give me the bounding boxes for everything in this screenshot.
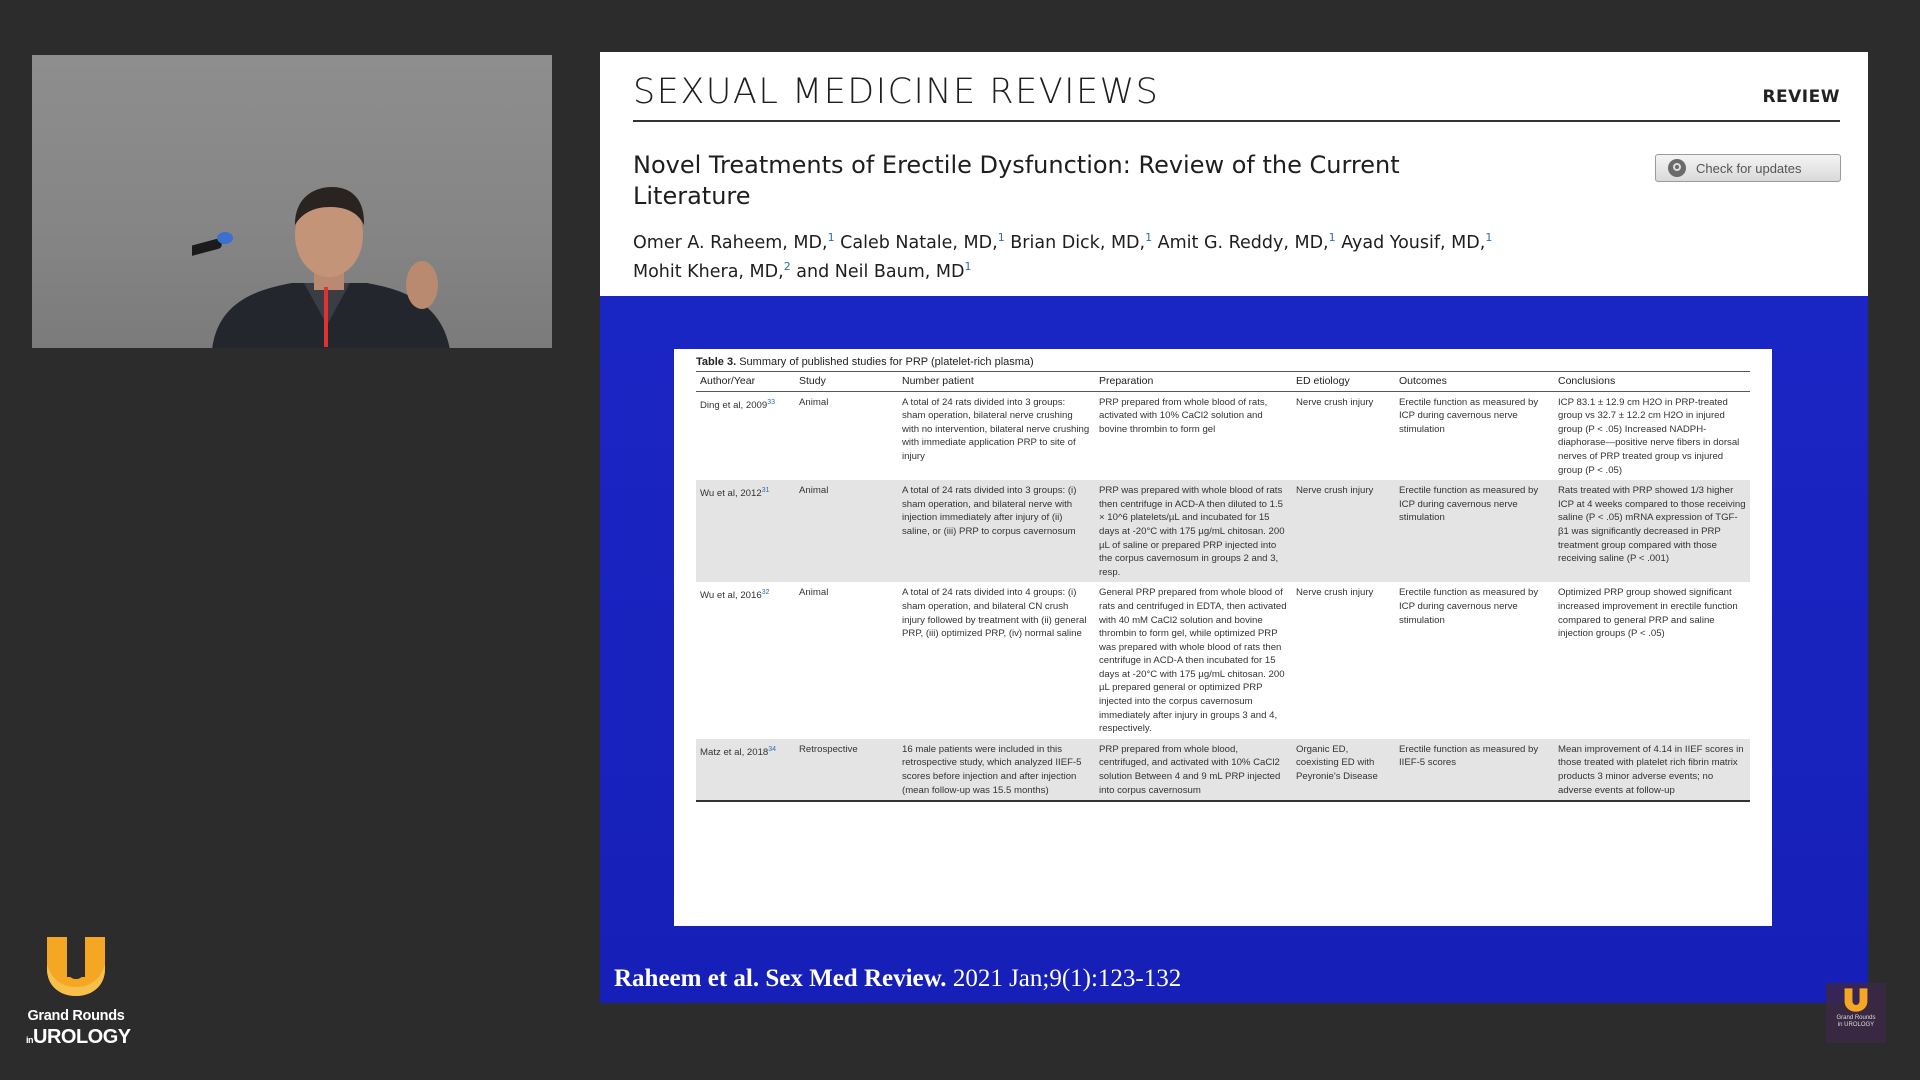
table-cell: Nerve crush injury: [1296, 396, 1374, 408]
article-header: [600, 52, 1868, 296]
author: Omer A. Raheem, MD,$^1$: [633, 231, 835, 253]
table-cell: Matz et al, 2018$^{34}$: [696, 739, 795, 801]
table-cell: Ding et al, 2009$^{33}$: [700, 398, 775, 411]
column-header: Conclusions: [1554, 372, 1750, 392]
table-cell: A total of 24 rats divided into 4 groups: (i) sham operation, and bilateral CN crush injury followed by treatment with (ii) general PRP, (iii) optimized PRP, (iv) normal saline: [902, 587, 1087, 640]
table-caption: Table 3. Summary of published studies for PRP (platelet-rich plasma): [696, 356, 1034, 368]
table-figure: [674, 349, 1772, 926]
table-row: [696, 582, 1750, 739]
table-cell: Wu et al, 2012$^{31}$: [696, 480, 795, 582]
table-cell: General PRP prepared from whole blood of rats and centrifuged in EDTA, then activated with 40 mM CaCl2 solution and bovine thrombin to form gel, while optimized PRP was prepared with whole blood of rats then centrifuge in ACD-A then incubated for 15 days at -20°C with 175 µg/mL chitosan. 200 µL prepared general or optimized PRP injected into the corpus cavernosum immediately after injury in groups 3 and 4, respectively.: [1099, 587, 1287, 735]
column-header: Number patient: [898, 372, 1095, 392]
table-header-row: [696, 372, 1750, 392]
table-cell: ICP 83.1 ± 12.9 cm H2O in PRP-treated group vs 32.7 ± 12.2 cm H2O in injured group (P < .05) Increased NADPH-diaphorase—positive nerve fibers in dorsal nerves of PRP treated group vs injured group (P < .05): [1558, 396, 1740, 476]
table-cell: Organic ED, coexisting ED with Peyronie's Disease: [1292, 739, 1395, 801]
watermark-logo: [1826, 983, 1886, 1043]
table-cell: Nerve crush injury: [1296, 587, 1374, 599]
author: Mohit Khera, MD,$^2$: [633, 259, 791, 282]
table-cell: Erectile function as measured by ICP during cavernous nerve stimulation: [1399, 396, 1539, 435]
table-row: [696, 391, 1750, 480]
column-header: Preparation: [1095, 372, 1292, 392]
table-cell: Retrospective: [795, 739, 898, 801]
section-label: REVIEW: [1762, 87, 1840, 107]
author-list: [633, 226, 1783, 284]
author: Brian Dick, MD,$^1$: [1010, 231, 1153, 253]
column-header: Author/Year: [696, 372, 795, 392]
column-header: Study: [795, 372, 898, 392]
table-cell: Erectile function as measured by ICP during cavernous nerve stimulation: [1399, 587, 1539, 626]
table-cell: PRP prepared from whole blood of rats, activated with 10% CaCl2 solution and bovine thrombin to form gel: [1099, 396, 1268, 435]
author: Amit G. Reddy, MD,$^1$: [1157, 231, 1336, 253]
table-cell: Erectile function as measured by ICP during cavernous nerve stimulation: [1395, 480, 1554, 582]
watermark-text: Grand Rounds in UROLOGY: [1836, 1015, 1876, 1028]
table-cell: Animal: [799, 396, 829, 408]
u-logo-icon: [43, 935, 109, 998]
check-for-updates-button[interactable]: [1655, 154, 1841, 182]
u-logo-icon: [1843, 987, 1869, 1013]
column-header: ED etiology: [1292, 372, 1395, 392]
author: and Neil Baum, $MD^1$: [796, 259, 972, 282]
article-title: Novel Treatments of Erectile Dysfunction: Review of the Current Literature: [633, 151, 1400, 210]
table-cell: Mean improvement of 4.14 in IIEF scores in those treated with platelet rich fibrin matrix products 3 minor adverse events; no adverse events at follow-up: [1554, 739, 1750, 801]
crossmark-icon: [1668, 159, 1686, 177]
table-row: [696, 480, 1750, 582]
check-for-updates-label: Check for updates: [1696, 160, 1802, 176]
author: Caleb Natale, MD,$^1$: [840, 231, 1005, 253]
table-cell: Animal: [799, 587, 829, 599]
author: Ayad Yousif, MD,$^1$: [1341, 231, 1493, 253]
table-cell: Nerve crush injury: [1292, 480, 1395, 582]
table-cell: 16 male patients were included in this retrospective study, which analyzed IIEF-5 scores before injection and after injection (mean follow-up was 15.5 months): [898, 739, 1095, 801]
presenter-figure: [192, 175, 462, 348]
table-cell: Erectile function as measured by IIEF-5 scores: [1395, 739, 1554, 801]
logo-line-2: inUROLOGY: [26, 1026, 131, 1048]
table-cell: Rats treated with PRP showed 1/3 higher ICP at 4 weeks compared to those receiving saline (P < .05) mRNA expression of TGF-β1 was significantly decreased in PRP treatment group compared with those receiving saline (P < .001): [1554, 480, 1750, 582]
table-row: [696, 739, 1750, 801]
table-cell: Optimized PRP group showed significant increased improvement in erectile function compared to general PRP and saline injection groups (P < .05): [1558, 587, 1738, 640]
logo-line-1: Grand Rounds: [27, 1008, 125, 1024]
citation: Raheem et al. Sex Med Review. 2021 Jan;9(1):123-132: [614, 965, 1182, 992]
table-cell: PRP prepared from whole blood, centrifuged, and activated with 10% CaCl2 solution Between 4 and 9 mL PRP injected into corpus cavernosum: [1095, 739, 1292, 801]
journal-name: SEXUAL MEDICINE REVIEWS: [633, 72, 1160, 112]
table-cell: A total of 24 rats divided into 3 groups: (i) sham operation, and bilateral nerve with injection immediately after injury of (ii) saline, or (iii) PRP to corpus cavernosum: [898, 480, 1095, 582]
presentation-slide: [600, 52, 1868, 1003]
header-divider: [633, 120, 1840, 122]
table-cell: A total of 24 rats divided into 3 groups: sham operation, bilateral nerve crushing with no intervention, bilateral nerve crushing with immediate application PRP to site of injury: [902, 396, 1090, 462]
table-cell: PRP was prepared with whole blood of rats then centrifuge in ACD-A then diluted to 1.5 × 10^6 platelets/µL and incubated for 15 days at -20°C with 175 µg/mL chitosan. 200 µL of saline or prepared PRP injected into the corpus cavernosum in groups 2 and 3, resp.: [1095, 480, 1292, 582]
column-header: Outcomes: [1395, 372, 1554, 392]
grand-rounds-logo: [26, 935, 131, 1053]
presenter-webcam: [32, 55, 552, 348]
prp-studies-table: [696, 371, 1750, 802]
table-cell: Animal: [795, 480, 898, 582]
table-cell: Wu et al, 2016$^{32}$: [700, 589, 770, 602]
